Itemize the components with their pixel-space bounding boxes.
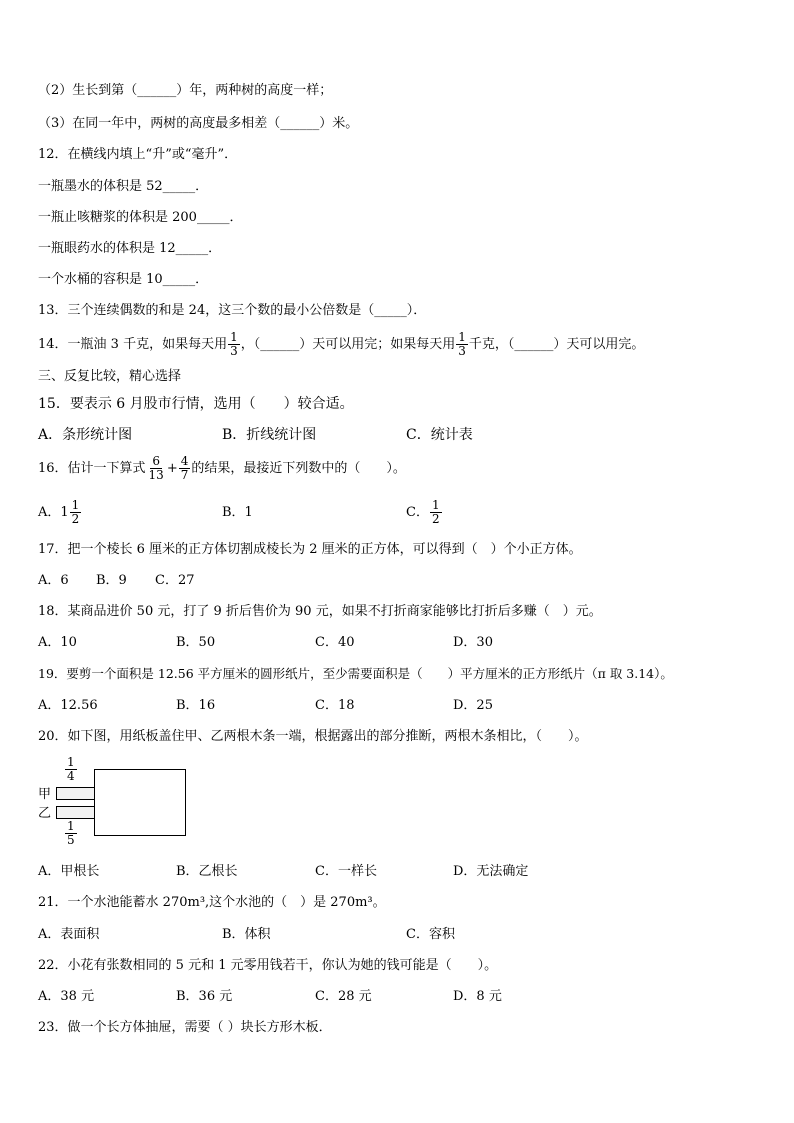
q22-option-a: A．38 元 <box>38 989 95 1004</box>
q21-option-c: C．容积 <box>406 927 455 942</box>
q16-c-den: 2 <box>431 512 440 526</box>
q14-f2-den: 3 <box>458 344 466 358</box>
section-3-heading: 三、反复比较，精心选择 <box>38 369 182 384</box>
q20-cardboard <box>94 769 186 836</box>
q18-option-a: A．10 <box>38 635 77 650</box>
q18-option-b: B．50 <box>176 635 216 650</box>
q14-text-b: ，（______）天可以用完；如果每天用 <box>240 337 456 352</box>
q16-option-c <box>406 497 443 529</box>
q12-line3: 一瓶眼药水的体积是 12_____． <box>38 241 222 256</box>
q13-stem: 13．三个连续偶数的和是 24，这三个数的最小公倍数是（_____）． <box>38 303 427 318</box>
q12-line2: 一瓶止咳糖浆的体积是 200_____． <box>38 210 243 225</box>
q16-f2-num: 4 <box>180 454 189 468</box>
q18-stem: 18．某商品进价 50 元，打了 9 折后售价为 90 元，如果不打折商家能够比打折后多赚（ ）元。 <box>38 604 602 619</box>
q20-label-jia: 甲 <box>38 787 52 802</box>
q20-option-a: A．甲根长 <box>38 864 100 879</box>
q16-fraction-2 <box>179 455 191 482</box>
q14-text-a: 14．一瓶油 3 千克，如果每天用 <box>38 337 228 352</box>
q16-a-num: 1 <box>71 498 80 512</box>
q14-f1-den: 3 <box>230 344 238 358</box>
q23-stem: 23．做一个长方体抽屉，需要（ ）块长方形木板． <box>38 1020 332 1035</box>
q20-bottom-den: 5 <box>67 833 75 847</box>
q12-stem: 12．在横线内填上“升”或“毫升”． <box>38 147 238 162</box>
q21-option-b: B．体积 <box>222 927 271 942</box>
q21-stem: 21．一个水池能蓄水 270m³,这个水池的（ ）是 270m³。 <box>38 895 386 910</box>
q20-option-d: D．无法确定 <box>453 864 529 879</box>
q16-c-fraction <box>430 499 442 526</box>
q16-f1-num: 6 <box>152 454 160 468</box>
q22-option-b: B．36 元 <box>176 989 233 1004</box>
q22-option-d: D．8 元 <box>453 989 502 1004</box>
q18-option-c: C．40 <box>315 635 355 650</box>
q16-plus: + <box>166 461 178 476</box>
q21-option-a: A．表面积 <box>38 927 100 942</box>
q14-stem <box>38 330 644 360</box>
q12-line4: 一个水桶的容积是 10_____． <box>38 272 209 287</box>
q16-option-b: B．1 <box>222 505 253 520</box>
q19-option-c: C．18 <box>315 698 355 713</box>
q15-option-b: B．折线统计图 <box>222 427 317 443</box>
q20-top-fraction <box>65 756 77 783</box>
q12-line1: 一瓶墨水的体积是 52_____． <box>38 179 209 194</box>
q19-option-d: D．25 <box>453 698 493 713</box>
q14-f1-num: 1 <box>230 330 238 344</box>
q19-option-b: B．16 <box>176 698 216 713</box>
q20-bottom-fraction <box>65 820 77 847</box>
q16-a-whole: A．1 <box>38 505 69 520</box>
q16-stem <box>38 453 406 485</box>
q16-text-b: 的结果，最接近下列数中的（ ）。 <box>191 461 406 476</box>
q15-option-c: C．统计表 <box>406 427 473 443</box>
q19-option-a: A．12.56 <box>38 698 98 713</box>
q17-stem: 17．把一个棱长 6 厘米的正方体切割成棱长为 2 厘米的正方体，可以得到（ ）个小正方体。 <box>38 542 582 557</box>
q22-stem: 22．小花有张数相同的 5 元和 1 元零用钱若干，你认为她的钱可能是（ ）。 <box>38 958 498 973</box>
q15-option-a: A．条形统计图 <box>38 427 133 443</box>
q17-option-b: B．9 <box>96 573 127 588</box>
q20-option-b: B．乙根长 <box>176 864 238 879</box>
q20-bottom-num: 1 <box>67 819 75 833</box>
q19-stem: 19．要剪一个面积是 12.56 平方厘米的圆形纸片，至少需要面积是（ ）平方厘米的正方形纸片（π 取 3.14）。 <box>38 666 673 681</box>
q16-f2-den: 7 <box>180 468 189 482</box>
q22-option-c: C．28 元 <box>315 989 372 1004</box>
q20-stick-jia <box>56 787 98 800</box>
q20-stick-yi <box>56 806 98 819</box>
q16-f1-den: 13 <box>148 468 164 482</box>
q14-fraction-1 <box>228 331 240 358</box>
q20-stem: 20．如下图，用纸板盖住甲、乙两根木条一端，根据露出的部分推断，两根木条相比，（ ）。 <box>38 729 588 744</box>
q16-a-fraction <box>70 499 82 526</box>
q20-option-c: C．一样长 <box>315 864 377 879</box>
q16-c-label: C． <box>406 505 429 520</box>
q11-part2: （2）生长到第（______）年，两种树的高度一样； <box>38 83 333 98</box>
q16-option-a <box>38 497 82 529</box>
q18-option-d: D．30 <box>453 635 493 650</box>
q20-top-den: 4 <box>67 769 75 783</box>
q17-option-a: A．6 <box>38 573 69 588</box>
q11-part3: （3）在同一年中，两树的高度最多相差（______）米。 <box>38 116 359 131</box>
q17-option-c: C．27 <box>155 573 195 588</box>
q15-stem: 15．要表示 6 月股市行情，选用（ ）较合适。 <box>38 396 354 412</box>
q16-fraction-1 <box>147 455 166 482</box>
q14-text-c: 千克，（______）天可以用完。 <box>468 337 645 352</box>
q14-fraction-2 <box>456 331 468 358</box>
q14-f2-num: 1 <box>458 330 466 344</box>
q20-top-num: 1 <box>67 755 75 769</box>
q16-a-den: 2 <box>71 512 80 526</box>
q16-c-num: 1 <box>431 498 440 512</box>
q16-text-a: 16．估计一下算式 <box>38 461 146 476</box>
q20-label-yi: 乙 <box>38 806 52 821</box>
q20-figure <box>36 756 196 852</box>
